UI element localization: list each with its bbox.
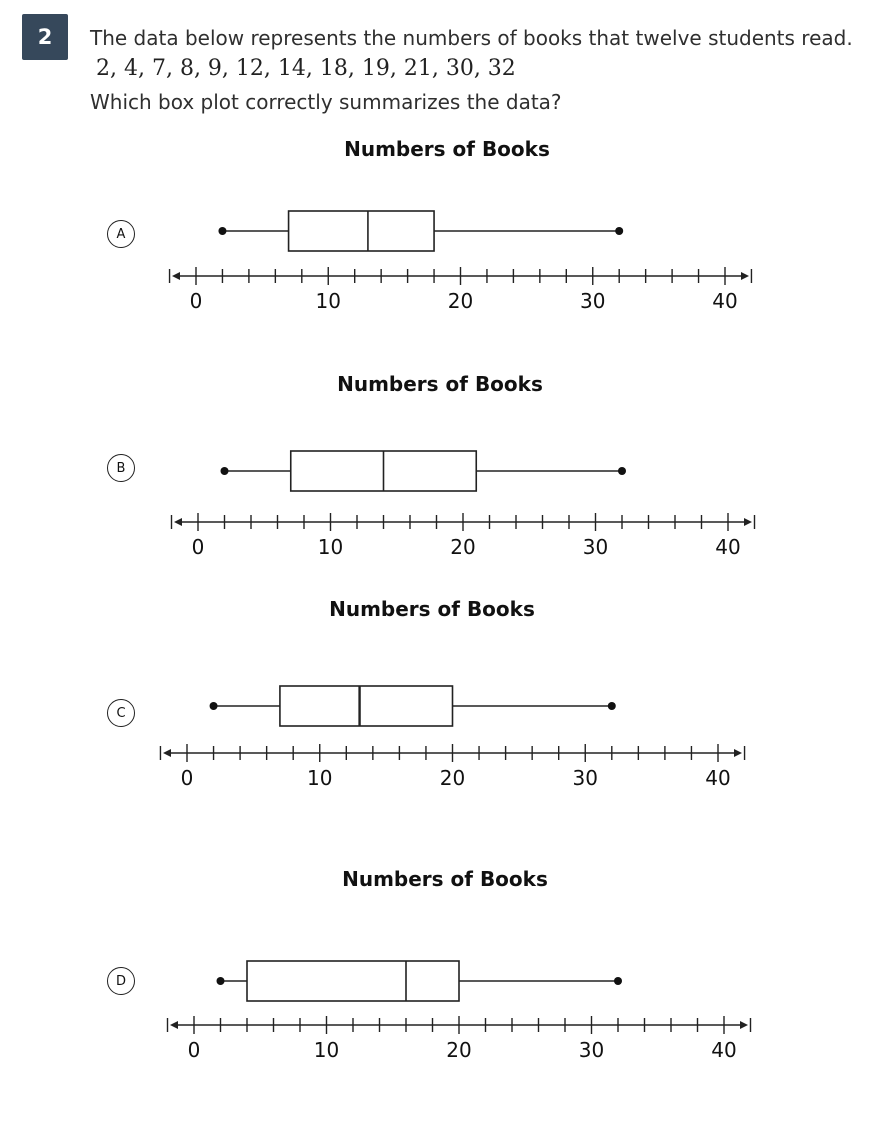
plot-title-d: Numbers of Books — [342, 867, 548, 891]
tick-label-d: 10 — [313, 1038, 340, 1062]
question-prompt: Which box plot correctly summarizes the data? — [90, 90, 562, 114]
max-point-d — [614, 977, 622, 985]
tick-label-d: 40 — [711, 1038, 737, 1062]
axis-arrow-right-d — [740, 1021, 748, 1029]
axis-arrow-left-a — [172, 272, 180, 280]
min-point-b — [221, 467, 229, 475]
choice-c-radio[interactable]: C — [107, 699, 135, 727]
min-point-c — [210, 702, 218, 710]
plot-title-c: Numbers of Books — [329, 597, 535, 621]
axis-arrow-left-d — [170, 1021, 178, 1029]
max-point-a — [615, 227, 623, 235]
axis-arrow-left-b — [174, 518, 182, 526]
tick-label-c: 30 — [572, 766, 598, 790]
plot-title-a: Numbers of Books — [344, 137, 550, 161]
tick-label-a: 20 — [447, 289, 474, 313]
tick-label-c: 10 — [307, 766, 333, 790]
question-stem: The data below represents the numbers of books that twelve students read. — [90, 26, 853, 50]
axis-arrow-right-b — [744, 518, 752, 526]
box-d — [247, 961, 459, 1001]
min-point-d — [217, 977, 225, 985]
box-c — [280, 686, 453, 726]
box-a — [289, 211, 434, 251]
tick-label-b: 20 — [450, 535, 476, 559]
tick-label-c: 40 — [705, 766, 731, 790]
tick-label-a: 40 — [712, 289, 738, 313]
tick-label-c: 20 — [439, 766, 466, 790]
tick-label-b: 10 — [317, 535, 344, 559]
axis-arrow-right-c — [734, 749, 742, 757]
tick-label-a: 10 — [315, 289, 341, 313]
min-point-a — [218, 227, 226, 235]
tick-label-a: 30 — [580, 289, 606, 313]
tick-label-b: 30 — [582, 535, 609, 559]
max-point-c — [608, 702, 616, 710]
plot-title-b: Numbers of Books — [337, 372, 543, 396]
choice-b-radio[interactable]: B — [107, 454, 135, 482]
tick-label-d: 30 — [578, 1038, 605, 1062]
max-point-b — [618, 467, 626, 475]
axis-arrow-right-a — [741, 272, 749, 280]
question-number-badge: 2 — [22, 14, 68, 60]
data-set: 2, 4, 7, 8, 9, 12, 14, 18, 19, 21, 30, 32 — [96, 56, 516, 81]
tick-label-d: 20 — [446, 1038, 472, 1062]
choice-d-radio[interactable]: D — [107, 967, 135, 995]
axis-arrow-left-c — [163, 749, 171, 757]
tick-label-b: 40 — [715, 535, 741, 559]
tick-label-b: 0 — [191, 535, 205, 559]
tick-label-d: 0 — [187, 1038, 201, 1062]
choice-a-radio[interactable]: A — [107, 220, 135, 248]
tick-label-c: 0 — [180, 766, 194, 790]
tick-label-a: 0 — [189, 289, 203, 313]
